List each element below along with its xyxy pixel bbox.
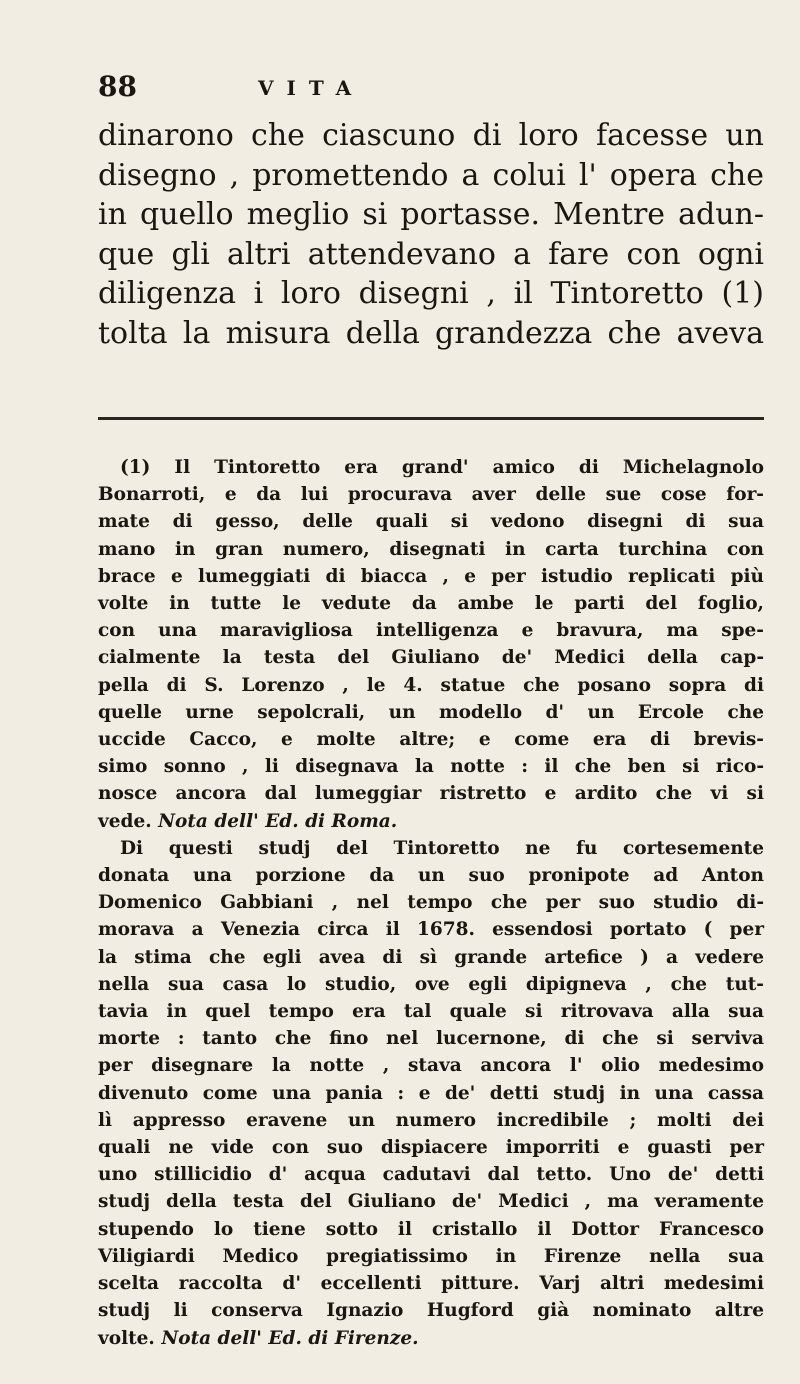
footnote-line: scelta raccolta d' eccellenti pitture. Varj altri medesimi bbox=[98, 1273, 764, 1295]
footnote-line: (1) Il Tintoretto era grand' amico di Michelagnolo bbox=[120, 457, 764, 478]
footnote bbox=[98, 454, 764, 1352]
footnote-line: nosce ancora dal lumeggiar ristretto e ardito che vi si bbox=[98, 783, 764, 805]
footnote-line: con una maravigliosa intelligenza e bravura, ma spe- bbox=[98, 620, 764, 642]
footnote-line: simo sonno , li disegnava la notte : il che ben si rico- bbox=[98, 756, 764, 778]
footnote-line: nella sua casa lo studio, ove egli dipigneva , che tut- bbox=[98, 973, 764, 995]
footnote-line: mate di gesso, delle quali si vedono disegni di sua bbox=[98, 511, 764, 533]
main-text-line: in quello meglio si portasse. Mentre adun- bbox=[98, 197, 764, 232]
footnote-line: divenuto come una pania : e de' detti studj in una cassa bbox=[98, 1082, 764, 1104]
footnote-divider bbox=[98, 417, 764, 420]
footnote-line: volte in tutte le vedute da ambe le parti del foglio, bbox=[98, 593, 764, 615]
footnote-line: cialmente la testa del Giuliano de' Medici della cap- bbox=[98, 647, 764, 669]
footnote-line: quali ne vide con suo dispiacere imporriti e guasti per bbox=[98, 1137, 764, 1159]
footnote-line: morte : tanto che fino nel lucernone, di che si serviva bbox=[98, 1028, 764, 1050]
main-text-line: que gli altri attendevano a fare con ogni bbox=[98, 236, 764, 272]
footnote-line: tavia in quel tempo era tal quale si ritrovava alla sua bbox=[98, 1001, 764, 1023]
main-text-line: tolta la misura della grandezza che aveva bbox=[98, 315, 764, 351]
running-head bbox=[98, 70, 764, 110]
footnote-line: studj li conserva Ignazio Hugford già nominato altre bbox=[98, 1300, 764, 1322]
footnote-line: lì appresso eravene un numero incredibile ; molti dei bbox=[98, 1109, 764, 1131]
footnote-line: Domenico Gabbiani , nel tempo che per suo studio di- bbox=[98, 892, 764, 914]
footnote-line: donata una porzione da un suo pronipote ad Anton bbox=[98, 865, 764, 887]
footnote-line: Viligiardi Medico pregiatissimo in Firenze nella sua bbox=[98, 1245, 764, 1267]
footnote-text: vede. bbox=[98, 810, 159, 832]
main-text-line: diligenza i loro disegni , il Tintoretto (1) bbox=[98, 276, 764, 311]
footnote-line: Bonarroti, e da lui procurava aver delle sue cose for- bbox=[98, 484, 764, 506]
footnote-line: la stima che egli avea di sì grande artefice ) a vedere bbox=[98, 946, 764, 968]
main-text-line: disegno , promettendo a colui l' opera che bbox=[98, 157, 764, 193]
footnote-line: pella di S. Lorenzo , le 4. statue che posano sopra di bbox=[98, 674, 764, 696]
footnote-line: per disegnare la notte , stava ancora l' olio medesimo bbox=[98, 1055, 764, 1077]
footnote-text: volte. bbox=[98, 1327, 162, 1349]
main-text-line: dinarono che ciascuno di loro facesse un bbox=[98, 118, 764, 153]
main-text bbox=[98, 116, 764, 353]
footnote-line bbox=[98, 1325, 764, 1352]
footnote-line: Di questi studj del Tintoretto ne fu cortesemente bbox=[120, 837, 764, 859]
running-title: VITA bbox=[258, 76, 365, 100]
footnote-line: quelle urne sepolcrali, un modello d' un Ercole che bbox=[98, 701, 764, 723]
editor-note-signature: Nota dell' Ed. di Firenze. bbox=[161, 1327, 419, 1349]
footnote-line bbox=[98, 808, 764, 835]
footnote-line: brace e lumeggiati di biacca , e per istudio replicati più bbox=[98, 565, 764, 587]
footnote-line: uno stillicidio d' acqua cadutavi dal tetto. Uno de' detti bbox=[98, 1164, 764, 1186]
footnote-line: uccide Cacco, e molte altre; e come era di brevis- bbox=[98, 729, 764, 751]
editor-note-signature: Nota dell' Ed. di Roma. bbox=[158, 810, 398, 832]
page-number: 88 bbox=[98, 70, 137, 103]
footnote-line: mano in gran numero, disegnati in carta turchina con bbox=[98, 538, 764, 560]
footnote-line: stupendo lo tiene sotto il cristallo il Dottor Francesco bbox=[98, 1218, 764, 1240]
footnote-line: morava a Venezia circa il 1678. essendosi portato ( per bbox=[98, 919, 764, 941]
footnote-line: studj della testa del Giuliano de' Medici , ma veramente bbox=[98, 1191, 764, 1213]
